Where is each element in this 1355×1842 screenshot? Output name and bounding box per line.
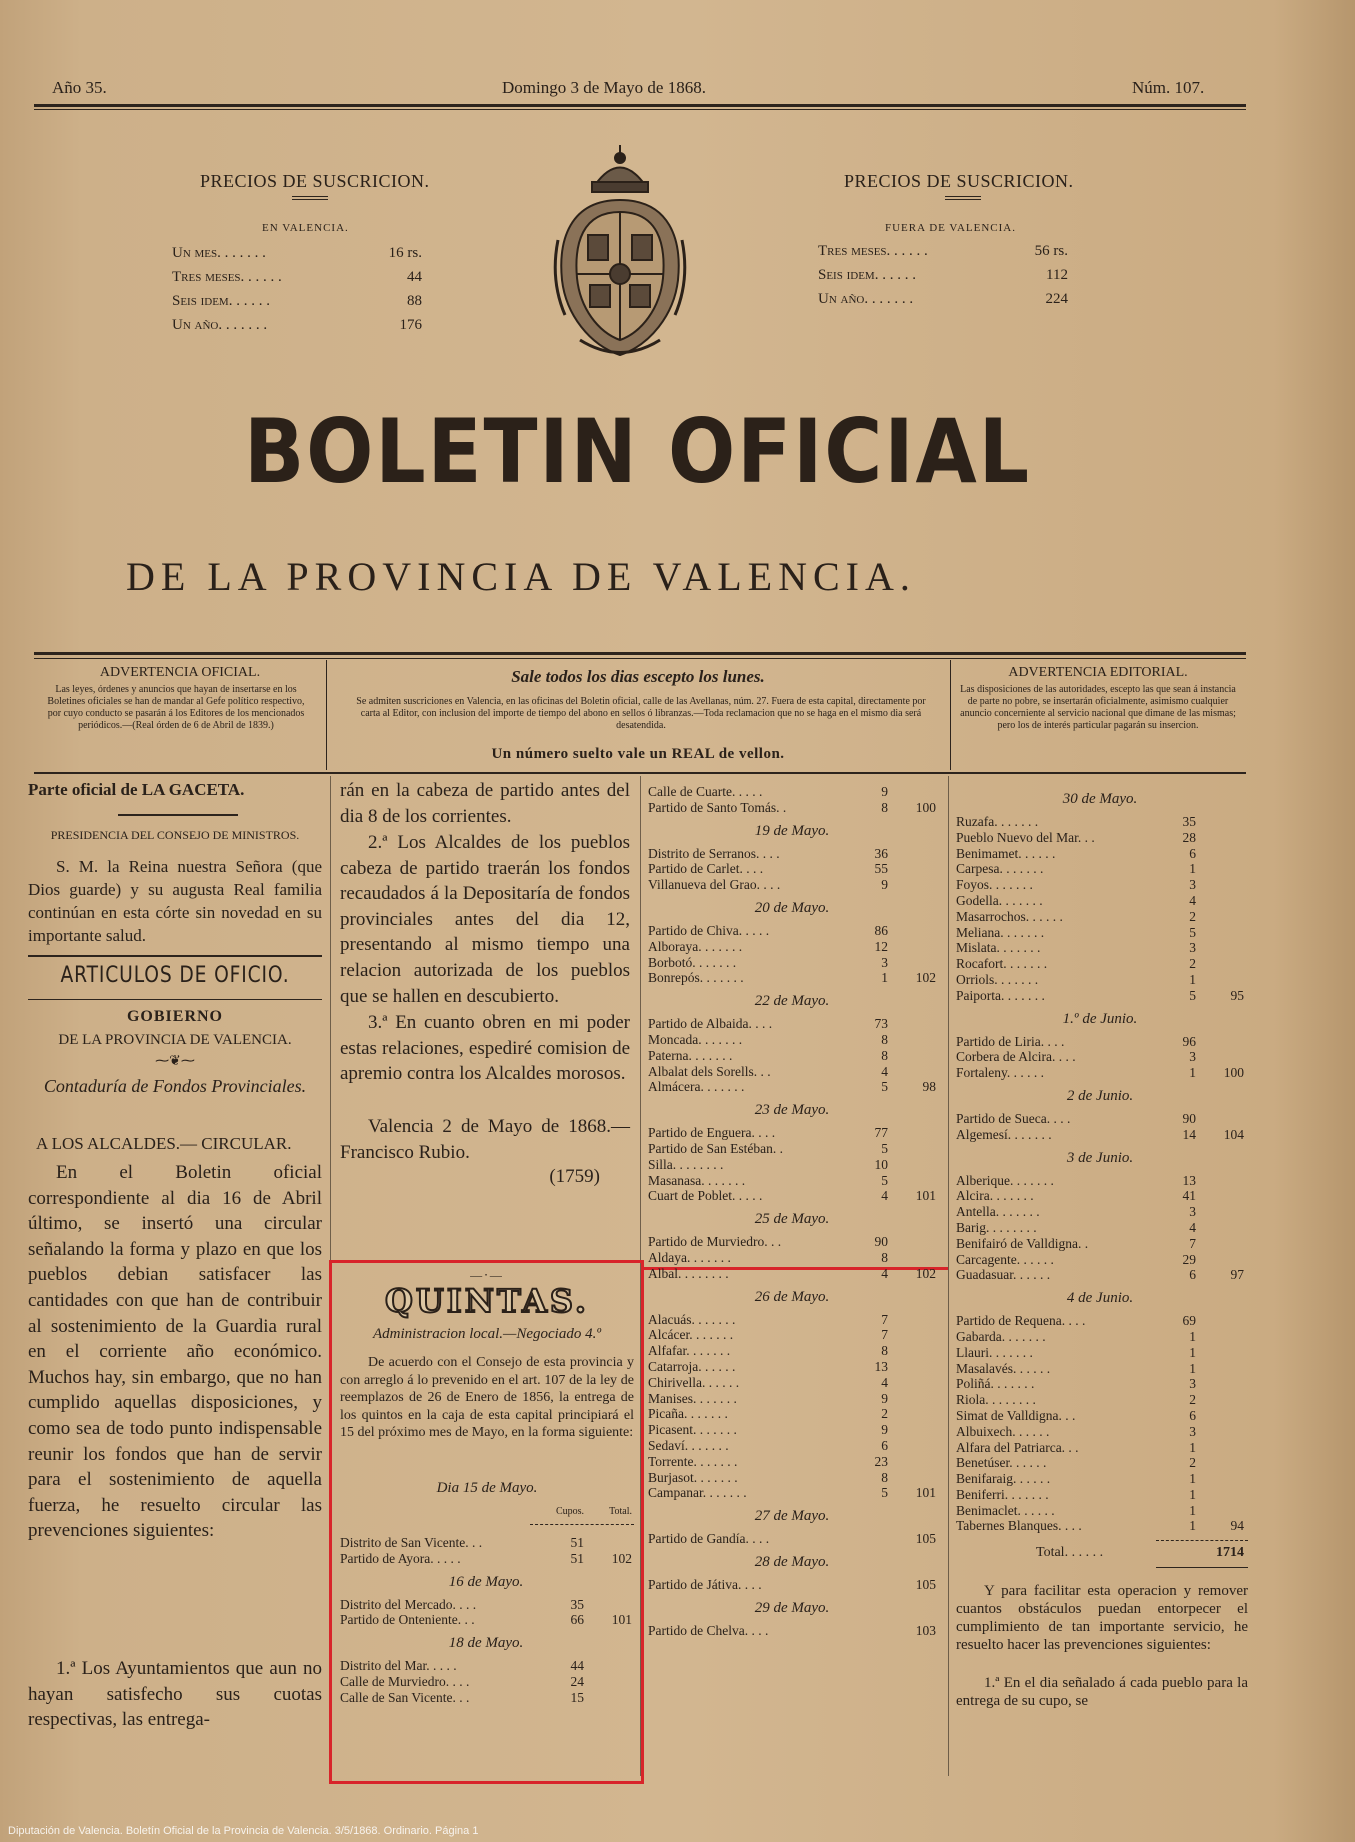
short-rule [118, 814, 238, 816]
list-item: Distrito de San Vicente. . . 51 [340, 1535, 584, 1550]
top-rule [34, 104, 1246, 107]
price-row: Un año. . . . . . . 224 [818, 291, 1068, 307]
list-item: Riola. . . . . . . . 2 [956, 1392, 1196, 1408]
list-item: Torrente. . . . . . . 23 [648, 1453, 888, 1469]
notice-rule-top [34, 652, 1246, 655]
contaduria-heading: Contaduría de Fondos Provinciales. [43, 1076, 307, 1096]
list-item: Orriols. . . . . . . 1 [956, 971, 1196, 987]
list-item: Partido de Onteniente. . . 66 101 [340, 1612, 632, 1628]
list-item: Masanasa. . . . . . . 5 [648, 1172, 888, 1188]
list-item: Partido de Santo Tomás. . 8 100 [648, 799, 936, 815]
quintas-heading: QUINTAS. [385, 1282, 589, 1320]
date-heading: 29 de Mayo. [754, 1599, 830, 1616]
price-row: Un año. . . . . . . 176 [172, 317, 422, 333]
list-item: Simat de Valldigna. . . 6 [956, 1407, 1196, 1423]
ornament-divider: —⋅— [470, 1268, 504, 1282]
date-heading: 25 de Mayo. [754, 1211, 830, 1228]
list-item: Catarroja. . . . . . 13 [648, 1358, 888, 1374]
prices-left-ornament [292, 196, 328, 200]
list-item: Antella. . . . . . . 3 [956, 1204, 1196, 1220]
list-item: Alboraya. . . . . . . 12 [648, 938, 888, 954]
notice-left-text: Las leyes, órdenes y anuncios que hayan de insertarse en los Boletines oficiales se han de mandar al Gefe político respectivo, por cuyo conducto se pasarán á los Editores de los mencionados periódicos.—(Real órden de 6 de Abril de 1839.) [47, 684, 305, 731]
list-item: Pueblo Nuevo del Mar. . . 28 [956, 829, 1196, 845]
list-item: Tabernes Blanques. . . . 1 94 [956, 1518, 1244, 1534]
total-label: Total. . . . . . [1036, 1545, 1104, 1561]
prices-right-heading: PRECIOS DE SUSCRICION. [844, 171, 1074, 191]
list-item: Partido de Chiva. . . . . 86 [648, 922, 888, 938]
prices-right-ornament [945, 196, 981, 200]
list-item: Moncada. . . . . . . 8 [648, 1031, 888, 1047]
date-heading: 2 de Junio. [1066, 1087, 1134, 1104]
list-item: Masarrochos. . . . . . 2 [956, 908, 1196, 924]
list-item: Almácera. . . . . . . 5 98 [648, 1079, 936, 1095]
list-item: Llauri. . . . . . . 1 [956, 1344, 1196, 1360]
price-row: Un mes. . . . . . . 16 rs. [172, 245, 422, 261]
admin-heading: Administracion local.—Negociado 4.º [373, 1326, 601, 1342]
notice-center-price: Un número suelto vale un REAL de vellon. [491, 746, 785, 762]
list-item: Barig. . . . . . . . 4 [956, 1219, 1196, 1235]
list-item: Rocafort. . . . . . . 2 [956, 956, 1196, 972]
list-item: Distrito de Serranos. . . . 36 [648, 845, 888, 861]
list-item: Paterna. . . . . . . 8 [648, 1047, 888, 1063]
grand-total-row [956, 1545, 1248, 1565]
prices-right-table [818, 236, 1108, 308]
list-rule [530, 1524, 634, 1525]
total-rule [1156, 1567, 1248, 1568]
list-item: Carpesa. . . . . . . 1 [956, 861, 1196, 877]
gobierno-heading: GOBIERNO [126, 1008, 223, 1025]
list-item: Partido de Ayora. . . . . 51 102 [340, 1550, 632, 1566]
list-item: Godella. . . . . . . 4 [956, 892, 1196, 908]
closing-paragraph-2: 1.ª En el dia señalado á cada pueblo para la entrega de su cupo, se [956, 1675, 1248, 1710]
list-item: Alberique. . . . . . . 13 [956, 1172, 1196, 1188]
circular-paragraph-2: 1.ª Los Ayuntamientos que aun no hayan satisfecho sus cuotas respectivas, las entrega- [28, 1658, 322, 1731]
list-item: Chirivella. . . . . . 4 [648, 1374, 888, 1390]
total-header: Total. [609, 1506, 632, 1517]
quintas-intro: De acuerdo con el Consejo de esta provincia y con arreglo á lo prevenido en el art. 107 de la ley de reemplazos de 26 de Enero de 1856, la entrega de los quintos en la caja de esta capital principiará el 15 del próximo mes de Mayo, en la forma siguiente: [340, 1355, 634, 1440]
prices-left-heading: PRECIOS DE SUSCRICION. [200, 171, 430, 191]
list-item: Algemesí. . . . . . . 14 104 [956, 1126, 1244, 1142]
list-item: Sedaví. . . . . . . 6 [648, 1437, 888, 1453]
list-item: Borbotó. . . . . . . 3 [648, 954, 888, 970]
notice-left-title: ADVERTENCIA OFICIAL. [99, 665, 261, 680]
column-4 [956, 784, 1248, 1710]
presidencia-heading: PRESIDENCIA DEL CONSEJO DE MINISTROS. [50, 828, 300, 842]
list-item: Manises. . . . . . . 9 [648, 1390, 888, 1406]
notice-right-title: ADVERTENCIA EDITORIAL. [1008, 665, 1188, 680]
list-item: Campanar. . . . . . . 5 101 [648, 1485, 936, 1501]
section-rule [28, 955, 322, 957]
list-item: Ruzafa. . . . . . . 35 [956, 814, 1196, 829]
list-item: Corbera de Alcira. . . . 3 [956, 1049, 1196, 1065]
list-item: Foyos. . . . . . . 3 [956, 877, 1196, 893]
list-item: Calle de Cuarte. . . . . 9 [648, 784, 888, 799]
date-heading: 19 de Mayo. [754, 822, 830, 839]
col2-paragraph-2: 2.ª Los Alcaldes de los pueblos cabeza de partido traerán los fondos recaudados á la Depositaría de fondos provinciales antes del dia 12, presentando al mismo tiempo una relacion autorizada de los pueblos que se hallen en descubierto. [340, 832, 630, 1007]
gaceta-heading: Parte oficial de LA GACETA. [28, 780, 245, 799]
list-item: Fortaleny. . . . . . 1 100 [956, 1065, 1244, 1081]
section-rule [28, 999, 322, 1000]
list-item: Partido de Carlet. . . . 55 [648, 861, 888, 877]
list-item: Bonrepós. . . . . . . 1 102 [648, 970, 936, 986]
price-row: Tres meses. . . . . . 56 rs. [818, 243, 1068, 259]
list-item: Benetúser. . . . . . 2 [956, 1455, 1196, 1471]
list-item: Partido de Játiva. . . . 105 [648, 1576, 936, 1592]
list-item: Distrito del Mercado. . . . 35 [340, 1596, 584, 1612]
list-item: Guadasuar. . . . . . 6 97 [956, 1267, 1244, 1283]
date-heading: 18 de Mayo. [448, 1635, 524, 1652]
list-item: Partido de Chelva. . . . 103 [648, 1622, 936, 1638]
column-1 [28, 780, 322, 1734]
list-item: Aldaya. . . . . . . 8 [648, 1249, 888, 1265]
date-heading: 23 de Mayo. [754, 1102, 830, 1119]
col2-signature: Valencia 2 de Mayo de 1868.—Francisco Rubio. [340, 1116, 630, 1163]
alcaldes-heading: A LOS ALCALDES.— CIRCULAR. [36, 1134, 292, 1153]
notice-right-text: Las disposiciones de las autoridades, escepto las que sean á instancia de parte no pobre, se insertarán oficialmente, asimismo cualquier anuncio concerniente al servicio nacional que dimane de las mismas; pero los de interés particular pagarán su insercion. [960, 684, 1236, 731]
price-row: Tres meses. . . . . . 44 [172, 269, 422, 285]
list-item: Carcagente. . . . . . 29 [956, 1251, 1196, 1267]
date-heading: 30 de Mayo. [1062, 791, 1138, 807]
reina-paragraph: S. M. la Reina nuestra Señora (que Dios guarde) y su augusta Real familia continúan en esta córte sin novedad en su importante salud. [28, 857, 322, 945]
date-heading: 22 de Mayo. [754, 993, 830, 1010]
notice-center-text: Se admiten suscriciones en Valencia, en las oficinas del Boletin oficial, calle de las Avellanas, núm. 27. Fuera de esta capital, directamente por carta al Editor, con inclusion del importe de tiempo del abono en sellos ó libranzas.—Toda reclamacion que no se haga en el mismo dia será desatendida. [356, 696, 926, 731]
notice-divider [950, 660, 951, 770]
page-title: BOLETIN OFICIAL [244, 400, 1031, 503]
list-item: Silla. . . . . . . . 10 [648, 1156, 888, 1172]
list-item: Poliñá. . . . . . . 3 [956, 1376, 1196, 1392]
column-2 [340, 778, 630, 1196]
list-item: Benifaraig. . . . . . 1 [956, 1471, 1196, 1487]
list-item: Alcira. . . . . . . 41 [956, 1188, 1196, 1204]
list-item: Partido de Enguera. . . . 77 [648, 1125, 888, 1141]
date-heading: 3 de Junio. [1066, 1149, 1134, 1166]
col2-reference-number: (1759) [549, 1166, 600, 1187]
list-item: Alacuás. . . . . . . 7 [648, 1311, 888, 1327]
date-label: Domingo 3 de Mayo de 1868. [502, 78, 706, 97]
list-item: Partido de Murviedro. . . 90 [648, 1234, 888, 1250]
circular-paragraph-1: En el Boletin oficial correspondiente al dia 16 de Abril último, se insertó una circular señalando la forma y plazo en que los pueblos debian satisfacer las cantidades con que han de contribuir al sostenimiento de la Guardia rural en el corriente año económico. Muchos hay, sin embargo, que no han cumplido aquellas disposiciones, y como sea de todo punto indispensable reunir los fondos que han de servir para el sostenimiento de aquella fuerza, he resuelto circular las prevenciones siguientes: [28, 1162, 322, 1542]
list-item: Albalat dels Sorells. . . 4 [648, 1063, 888, 1079]
list-item: Mislata. . . . . . . 3 [956, 940, 1196, 956]
list-item: Masalavés. . . . . . 1 [956, 1360, 1196, 1376]
list-item: Alfafar. . . . . . . 8 [648, 1343, 888, 1359]
list-item: Alfara del Patriarca. . . 1 [956, 1439, 1196, 1455]
list-item: Picasent. . . . . . . 9 [648, 1422, 888, 1438]
ornament-divider: ⁓❦⁓ [155, 1054, 195, 1069]
date-heading: 28 de Mayo. [754, 1553, 830, 1570]
list-item: Calle de San Vicente. . . 15 [340, 1689, 584, 1705]
list-item: Benimamet. . . . . . 6 [956, 845, 1196, 861]
dia15-heading: Dia 15 de Mayo. [436, 1480, 538, 1496]
cupos-header: Cupos. [555, 1506, 584, 1517]
quintas-list [340, 1535, 634, 1706]
date-heading: 4 de Junio. [1066, 1290, 1134, 1307]
notice-divider [326, 660, 327, 770]
list-item: Distrito del Mar. . . . . 44 [340, 1658, 584, 1674]
provincia-heading: DE LA PROVINCIA DE VALENCIA. [58, 1032, 292, 1048]
total-rule [1156, 1540, 1248, 1541]
date-heading: 16 de Mayo. [448, 1573, 524, 1590]
list-item: Partido de Gandía. . . . 105 [648, 1531, 936, 1547]
prices-left-table [172, 238, 452, 334]
list-item: Meliana. . . . . . . 5 [956, 924, 1196, 940]
list-item: Calle de Murviedro. . . . 24 [340, 1673, 584, 1689]
list-item: Benifairó de Valldigna. . 7 [956, 1235, 1196, 1251]
list-item: Alcácer. . . . . . . 7 [648, 1327, 888, 1343]
prices-right-sub: FUERA DE VALENCIA. [885, 222, 1016, 234]
column-divider [948, 776, 949, 1776]
column-4-list [956, 784, 1248, 1534]
list-item: Benimaclet. . . . . . 1 [956, 1502, 1196, 1518]
total-value: 1714 [1216, 1545, 1244, 1561]
list-item: Partido de Requena. . . . 69 [956, 1313, 1196, 1329]
list-item: Albuixech. . . . . . 3 [956, 1423, 1196, 1439]
notice-rule-bottom [34, 772, 1246, 774]
column-3 [648, 784, 940, 1638]
list-item: Gabarda. . . . . . . 1 [956, 1328, 1196, 1344]
date-heading: 1.º de Junio. [1062, 1010, 1138, 1027]
closing-paragraph: Y para facilitar esta operacion y remover cuantos obstáculos puedan entorpecer el cumplimiento de tan importante servicio, he resuelto hacer las prevenciones siguientes: [956, 1583, 1248, 1654]
list-item: Partido de Liria. . . . 96 [956, 1033, 1196, 1049]
coat-of-arms-icon [550, 140, 690, 365]
year-label: Año 35. [52, 78, 107, 97]
notice-center-title: Sale todos los dias escepto los lunes. [511, 667, 765, 686]
col2-paragraph-3: 3.ª En cuanto obren en mi poder estas relaciones, espediré comision de apremio contra los Alcaldes morosos. [340, 1012, 630, 1085]
price-row: Seis idem. . . . . . 88 [172, 293, 422, 309]
quintas-section [340, 1268, 634, 1706]
date-heading: 27 de Mayo. [754, 1508, 830, 1525]
list-item: Beniferri. . . . . . . 1 [956, 1486, 1196, 1502]
top-rule-thin [34, 109, 1246, 110]
list-item: Burjasot. . . . . . . 8 [648, 1469, 888, 1485]
price-row: Seis idem. . . . . . 112 [818, 267, 1068, 283]
articulos-heading: ARTICULOS DE OFICIO. [60, 963, 290, 988]
list-item: Albal. . . . . . . . 4 102 [648, 1265, 936, 1281]
col2-paragraph-1: rán en la cabeza de partido antes del dia 8 de los corrientes. [340, 780, 630, 827]
notice-rule-top-thin [34, 658, 1246, 659]
date-heading: 26 de Mayo. [754, 1288, 830, 1305]
list-item: Villanueva del Grao. . . . 9 [648, 877, 888, 893]
list-column-headers [340, 1506, 634, 1524]
issue-number: Núm. 107. [1132, 78, 1205, 97]
date-heading: 20 de Mayo. [754, 899, 830, 916]
list-item: Partido de Albaida. . . . 73 [648, 1016, 888, 1032]
page-subtitle: DE LA PROVINCIA DE VALENCIA. [126, 554, 916, 599]
list-item: Picaña. . . . . . . 2 [648, 1406, 888, 1422]
list-item: Partido de San Estéban. . 5 [648, 1140, 888, 1156]
list-item: Partido de Sueca. . . . 90 [956, 1110, 1196, 1126]
footer-credit: Diputación de Valencia. Boletín Oficial de la Provincia de Valencia. 3/5/1868. Ordinario. Página 1 [8, 1825, 479, 1837]
prices-left-sub: EN VALENCIA. [262, 222, 349, 234]
list-item: Cuart de Poblet. . . . . 4 101 [648, 1188, 936, 1204]
list-item: Paiporta. . . . . . . 5 95 [956, 987, 1244, 1003]
